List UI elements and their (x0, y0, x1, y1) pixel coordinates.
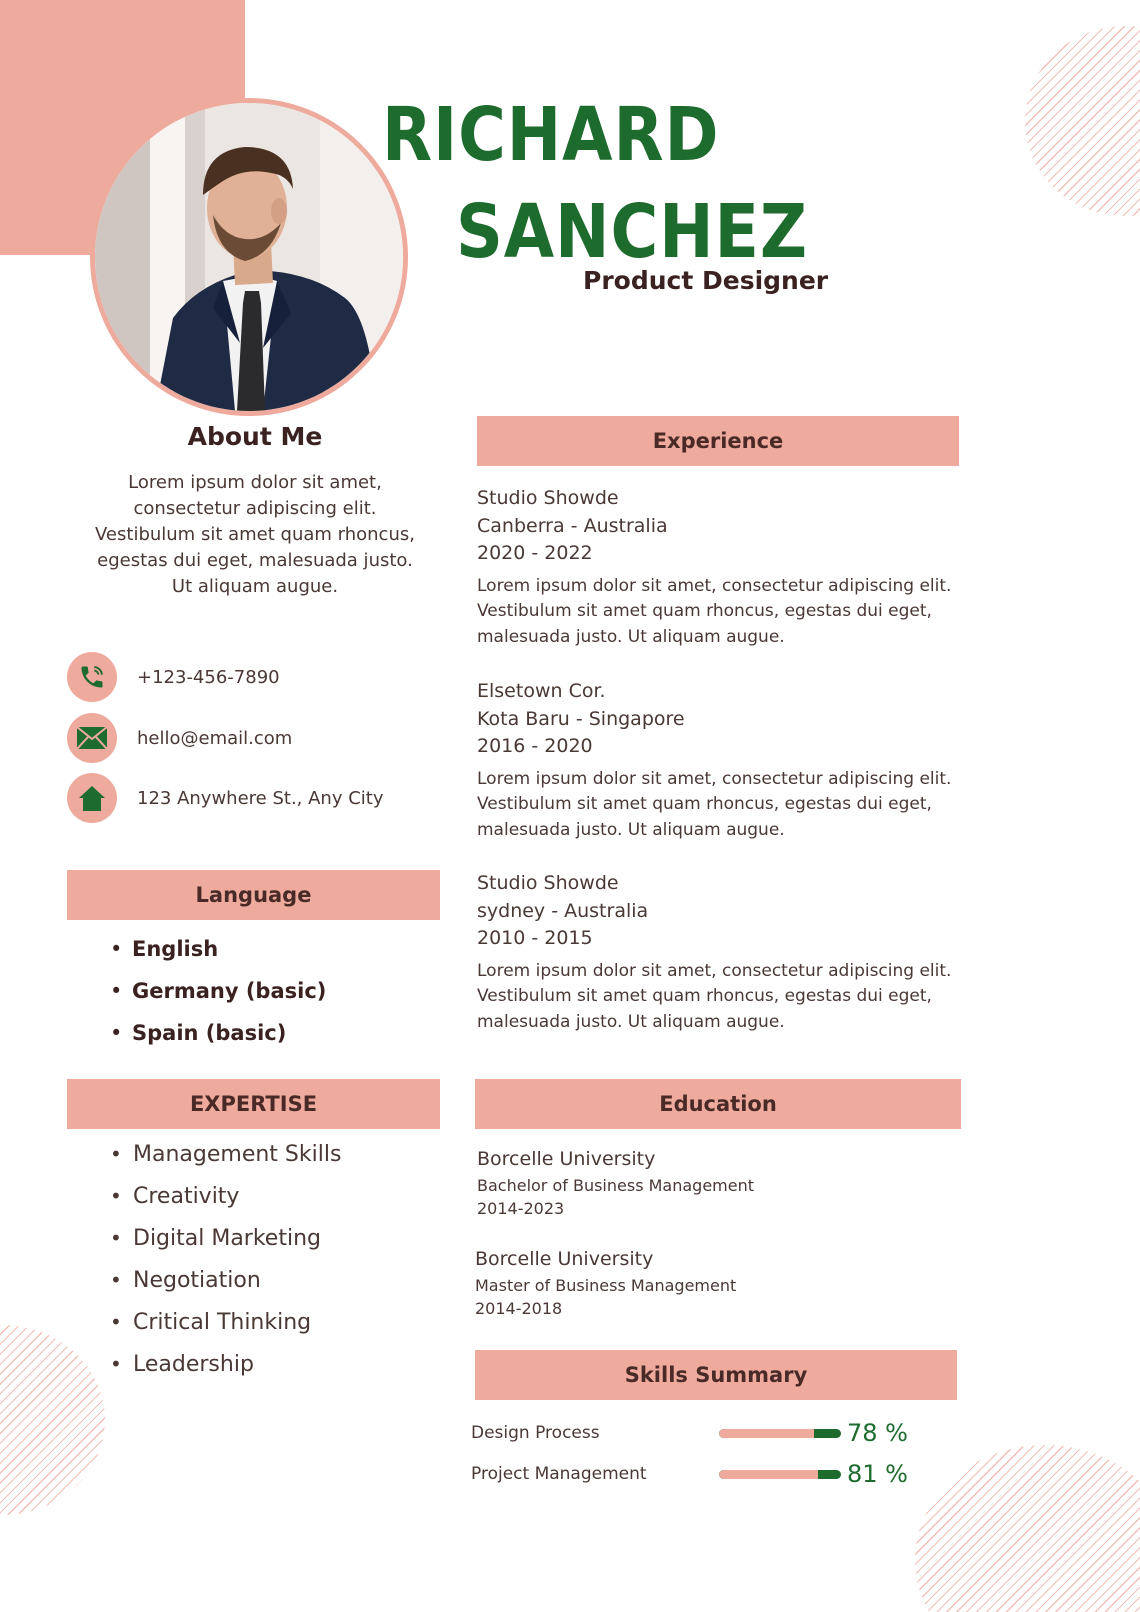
about-line: consectetur adipiscing elit. (133, 498, 377, 519)
mail-icon (67, 713, 117, 763)
job-years: 2020 - 2022 (477, 542, 593, 564)
home-icon (67, 773, 117, 823)
skill-percent: 81 % (847, 1460, 908, 1488)
job-years: 2016 - 2020 (477, 735, 593, 757)
address-text: 123 Anywhere St., Any City (137, 787, 384, 809)
job-description (477, 574, 997, 651)
about-line: Ut aliquam augue. (171, 576, 339, 597)
degree: Master of Business Management (475, 1276, 737, 1295)
about-text (67, 470, 443, 600)
list-item: • Spain (basic) (110, 1021, 326, 1063)
about-line: Vestibulum sit amet quam rhoncus, (95, 524, 415, 545)
language-list (110, 937, 326, 1063)
job-location: Canberra - Australia (477, 514, 668, 537)
last-name: SANCHEZ (456, 189, 808, 275)
job-years: 2010 - 2015 (477, 927, 593, 949)
education-years: 2014-2023 (477, 1199, 565, 1218)
degree: Bachelor of Business Management (477, 1176, 755, 1195)
list-item: • Management Skills (110, 1142, 341, 1184)
description-line: Vestibulum sit amet quam rhoncus, egestas dui eget, (477, 794, 932, 814)
decorative-hatched-circle (0, 1325, 105, 1515)
description-line: Vestibulum sit amet quam rhoncus, egestas dui eget, (477, 986, 932, 1006)
job-location: sydney - Australia (477, 899, 649, 922)
skill-label: Design Process (471, 1423, 600, 1443)
company-name: Studio Showde (477, 487, 619, 509)
about-line: Lorem ipsum dolor sit amet, (128, 472, 382, 493)
skill-row (471, 1418, 921, 1448)
first-name: RICHARD (382, 92, 720, 178)
description-line: malesuada justo. Ut aliquam augue. (477, 1011, 785, 1032)
list-item: • English (110, 937, 326, 979)
list-item: • Negotiation (110, 1268, 341, 1310)
list-item: • Creativity (110, 1184, 341, 1226)
experience-item (477, 870, 997, 1035)
skill-row (471, 1459, 921, 1489)
experience-item (477, 678, 997, 843)
job-description (477, 959, 997, 1036)
list-item: • Digital Marketing (110, 1226, 341, 1268)
expertise-list (110, 1142, 341, 1394)
experience-item (477, 485, 997, 650)
decorative-hatched-circle (915, 1445, 1140, 1612)
list-item: • Germany (basic) (110, 979, 326, 1021)
experience-heading: Experience (477, 416, 959, 466)
skills-heading: Skills Summary (475, 1350, 957, 1400)
list-item: • Critical Thinking (110, 1310, 341, 1352)
expertise-heading: EXPERTISE (67, 1079, 440, 1129)
decorative-hatched-circle (1025, 26, 1140, 216)
school-name: Borcelle University (477, 1148, 656, 1170)
description-line: Vestibulum sit amet quam rhoncus, egestas dui eget, (477, 601, 932, 621)
language-heading: Language (67, 870, 440, 920)
contact-phone (67, 652, 280, 702)
description-line: Lorem ipsum dolor sit amet, consectetur adipiscing elit. (477, 575, 952, 596)
phone-text: +123-456-7890 (137, 666, 280, 688)
contact-address (67, 773, 383, 823)
education-years: 2014-2018 (475, 1299, 563, 1318)
skill-progress-fill (719, 1429, 814, 1438)
phone-icon (67, 652, 117, 702)
description-line: Lorem ipsum dolor sit amet, consectetur adipiscing elit. (477, 960, 952, 981)
about-heading: About Me (187, 422, 323, 451)
company-name: Elsetown Cor. (477, 680, 606, 702)
education-heading: Education (475, 1079, 961, 1129)
education-item (477, 1146, 977, 1220)
description-line: malesuada justo. Ut aliquam augue. (477, 626, 785, 647)
email-text: hello@email.com (137, 727, 293, 749)
job-description (477, 767, 997, 844)
description-line: Lorem ipsum dolor sit amet, consectetur adipiscing elit. (477, 768, 952, 789)
skill-percent: 78 % (847, 1419, 908, 1447)
skill-progress-bar (719, 1429, 841, 1438)
education-item (475, 1246, 975, 1320)
job-location: Kota Baru - Singapore (477, 707, 685, 730)
description-line: malesuada justo. Ut aliquam augue. (477, 819, 785, 840)
company-name: Studio Showde (477, 872, 619, 894)
skill-progress-fill (719, 1470, 818, 1479)
profile-photo-illustration (95, 103, 403, 411)
skill-label: Project Management (471, 1464, 647, 1484)
skill-progress-bar (719, 1470, 841, 1479)
list-item: • Leadership (110, 1352, 341, 1394)
profile-photo (90, 98, 408, 416)
about-line: egestas dui eget, malesuada justo. (97, 550, 413, 571)
contact-email (67, 713, 292, 763)
school-name: Borcelle University (475, 1248, 654, 1270)
job-title: Product Designer (583, 266, 829, 295)
